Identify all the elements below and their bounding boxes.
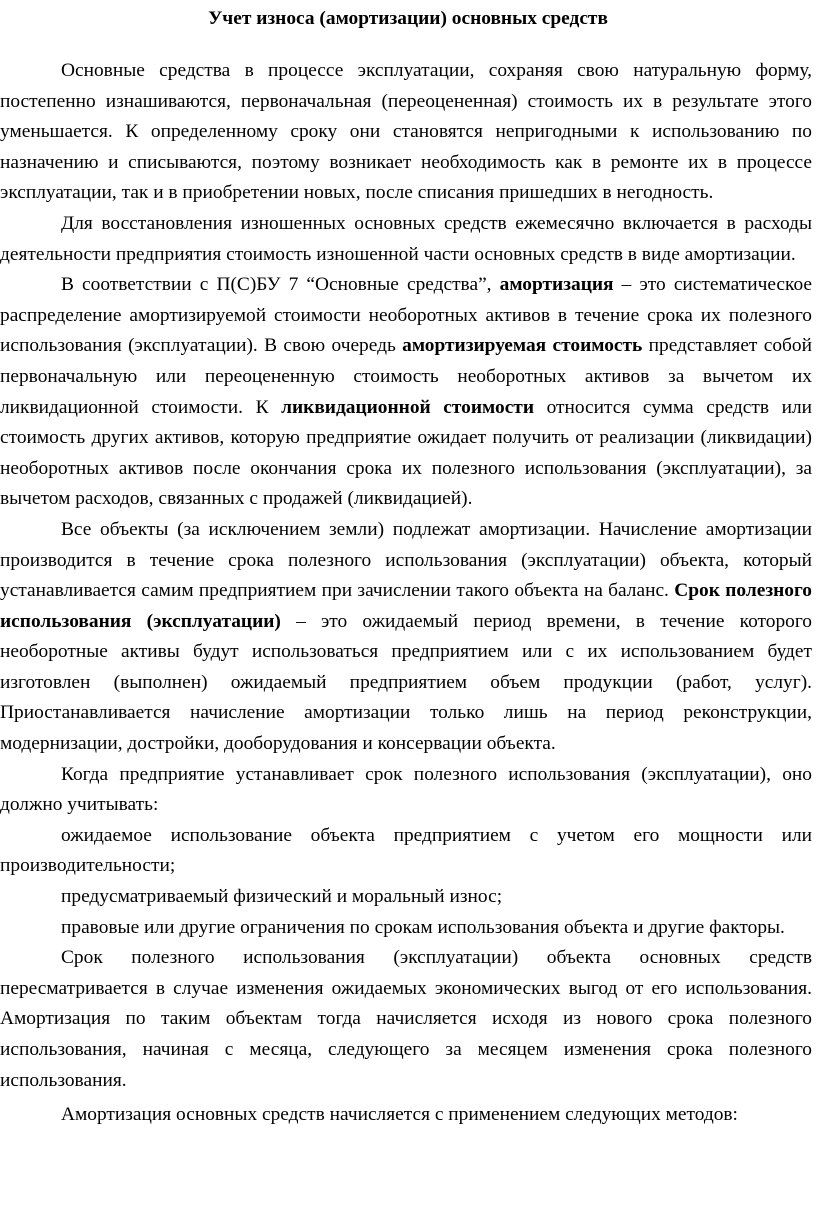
- term-liquidation-value: ликвидационной стоимости: [281, 396, 534, 418]
- paragraph: [0, 760, 816, 821]
- list-item: [0, 821, 816, 882]
- list-item: [0, 913, 816, 944]
- paragraph-text: представляет собой первоначальную или переоцененную стоимость необоротных активов за вычетом их ликвидационной стоимости. К: [0, 335, 812, 418]
- term-amortizable-cost: амортизируемая стоимость: [402, 335, 643, 357]
- paragraph: [0, 1100, 816, 1131]
- list-item-text: ожидаемое использование объекта предприятием с учетом его мощности или производительности;: [0, 824, 812, 877]
- paragraph-text: Амортизация основных средств начисляется с применением следующих методов:: [61, 1104, 738, 1126]
- paragraph-text: В соответствии с П(С)БУ 7 “Основные средства”,: [61, 274, 500, 296]
- paragraph: [0, 515, 816, 760]
- paragraph: [0, 270, 816, 515]
- paragraph: [0, 56, 816, 209]
- paragraph-text: – это ожидаемый период времени, в течение которого необоротные активы будут использоваться предприятием или с их использованием будет изготовлен (выполнен) ожидаемый предприятием объем продукции (работ, услуг). Приостанавливается начисление амортизации только лишь на период реконструкции, модернизации, достройки, дооборудования и консервации объекта.: [0, 610, 813, 755]
- document-title: Учет износа (амортизации) основных средств: [208, 8, 608, 29]
- paragraph: [0, 943, 816, 1096]
- term-amortization: амортизация: [499, 274, 614, 296]
- paragraph-text: – это систематическое распределение амортизируемой стоимости необоротных активов в течение срока их полезного использования (эксплуатации). В свою очередь: [0, 274, 812, 357]
- paragraph-text: относится сумма средств или стоимость других активов, которую предприятие ожидает получить от реализации (ликвидации) необоротных активов после окончания срока их полезного использования (эксплуатации), за вычетом расходов, связанных с продажей (ликвидацией).: [0, 396, 812, 510]
- list-item: [0, 882, 816, 913]
- paragraph-text: Когда предприятие устанавливает срок полезного использования (эксплуатации), оно должно учитывать:: [0, 763, 812, 816]
- paragraph-text: Основные средства в процессе эксплуатации, сохраняя свою натуральную форму, постепенно изнашиваются, первоначальная (переоцененная) стоимость их в результате этого уменьшается. К определенному сроку они становятся непригодными к использованию по назначению и списываются, поэтому возникает необходимость как в ремонте их в процессе эксплуатации, так и в приобретении новых, после списания пришедших в негодность.: [0, 60, 812, 204]
- paragraph-text: Для восстановления изношенных основных средств ежемесячно включается в расходы деятельности предприятия стоимость изношенной части основных средств в виде амортизации.: [0, 212, 812, 265]
- list-item-text: предусматриваемый физический и моральный износ;: [61, 886, 503, 908]
- list-item-text: правовые или другие ограничения по срокам использования объекта и другие факторы.: [61, 916, 785, 938]
- paragraph-text: Все объекты (за исключением земли) подлежат амортизации. Начисление амортизации производится в течение срока полезного использования (эксплуатации) объекта, который устанавливается самим предприятием при зачислении такого объекта на баланс.: [0, 518, 812, 602]
- paragraph-text: Срок полезного использования (эксплуатации) объекта основных средств пересматривается в случае изменения ожидаемых экономических выгод от его использования. Амортизация по таким объектам тогда начисляется исходя из нового срока полезного использования, начиная с месяца, следующего за месяцем изменения срока полезного использования.: [0, 947, 812, 1091]
- term-useful-life: Срок полезного использования (эксплуатации): [0, 580, 812, 632]
- paragraph: [0, 209, 816, 270]
